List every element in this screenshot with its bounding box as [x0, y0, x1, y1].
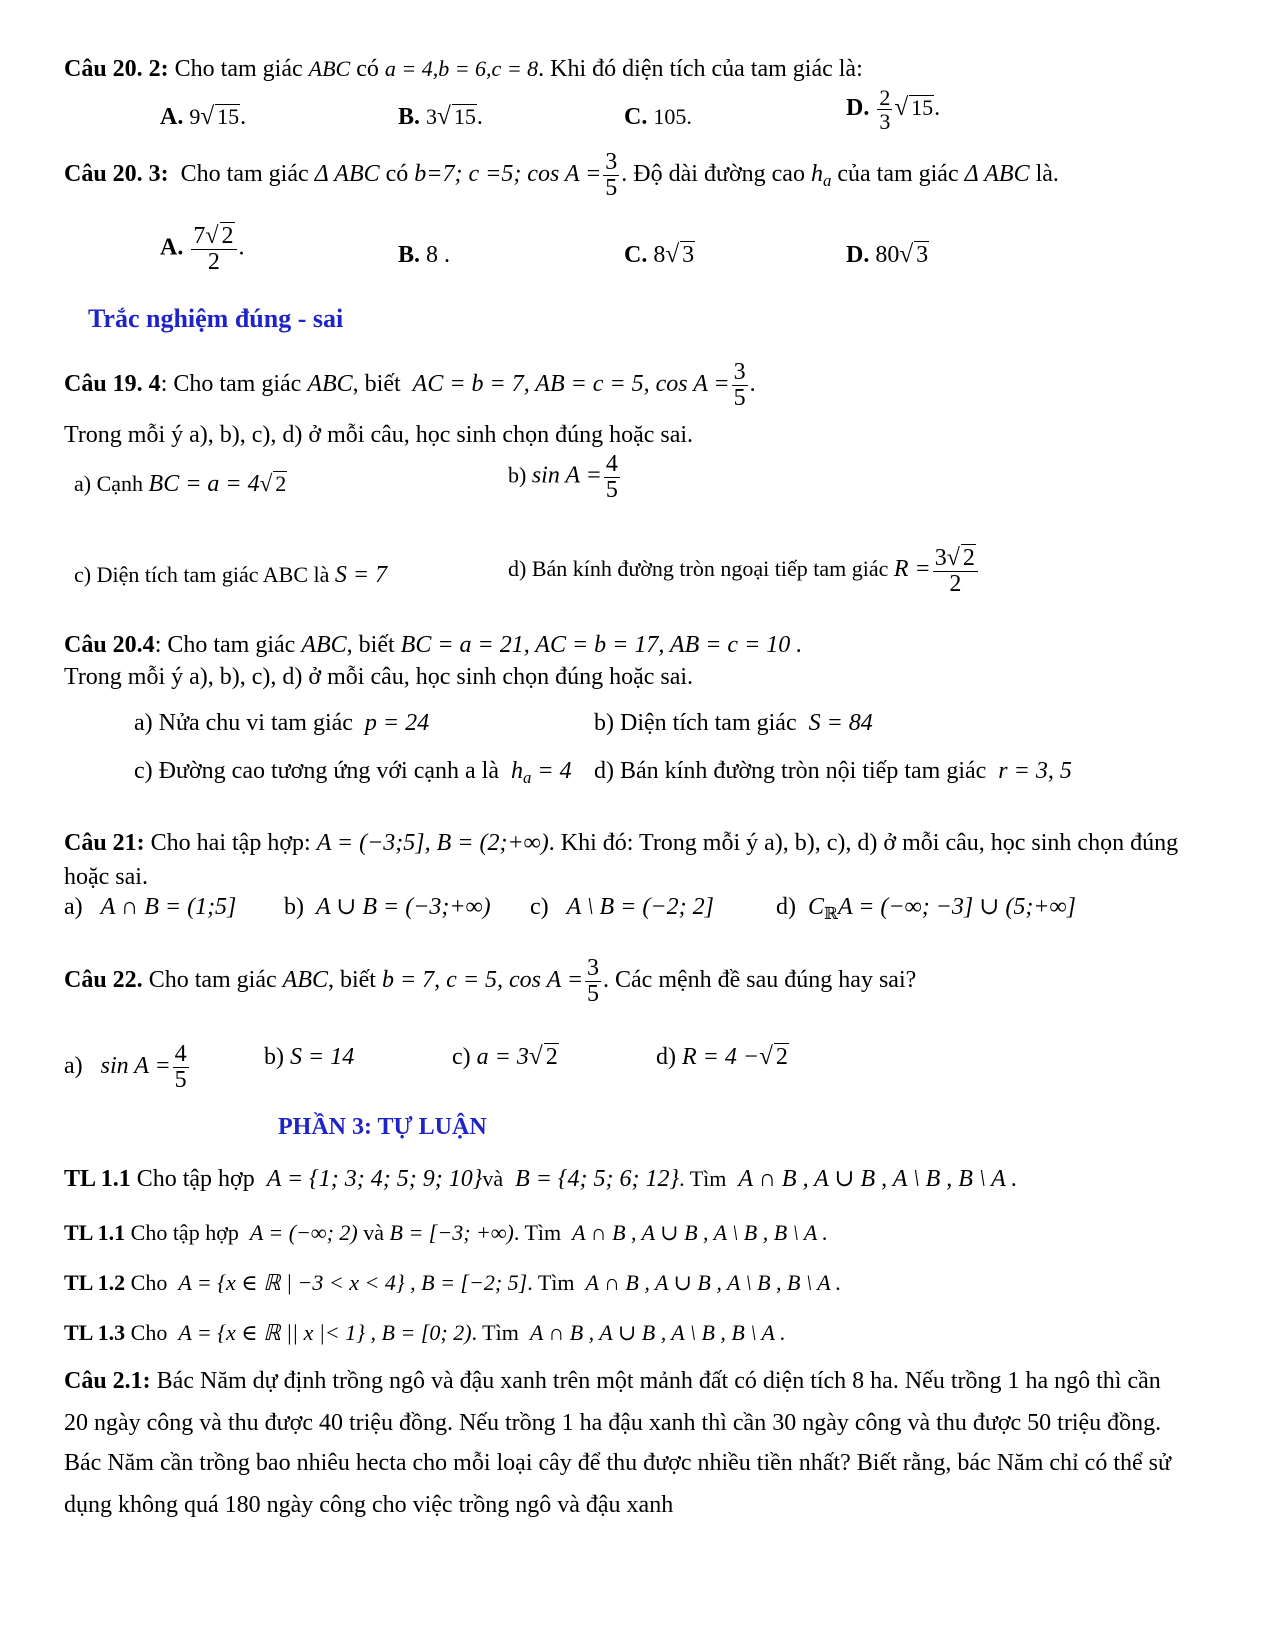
- q20-4-stem: Câu 20.4: Cho tam giác ABC, biết BC = a = 21, AC = b = 17, AB = c = 10 .: [64, 632, 803, 658]
- q20-3-option-c: C. 8√ 3: [624, 241, 695, 268]
- q20-2-option-b: B. 3√ 15.: [398, 103, 483, 130]
- q21-item-a: a) A ∩ B = (1;5]: [64, 894, 237, 920]
- q20-4-item-a: a) Nửa chu vi tam giác p = 24: [134, 710, 430, 736]
- q20-4-instruction: Trong mỗi ý a), b), c), d) ở mỗi câu, học sinh chọn đúng hoặc sai.: [64, 664, 694, 690]
- q20-4-item-c: c) Đường cao tương ứng với cạnh a là $h_a = 4$: [134, 758, 572, 788]
- q22-item-b: b) S = 14: [264, 1044, 355, 1070]
- q19-4-item-d: d) Bán kính đường tròn ngoại tiếp tam giác R = $\frac{3√ 2}{2}$: [508, 544, 980, 598]
- q20-2-option-a: A. 9√ 15.: [160, 103, 247, 130]
- q22-item-d: d) R = 4 −√ 2: [656, 1043, 788, 1070]
- tl-1-3: TL 1.3 Cho A = {x ∈ ℝ || x |< 1} , B = [0; 2). Tìm A ∩ B , A ∪ B , A \ B , B \ A .: [64, 1320, 786, 1345]
- q2-1-line-4: dụng không quá 180 ngày công cho việc trồng ngô và đậu xanh: [64, 1492, 674, 1518]
- q19-4-item-c: c) Diện tích tam giác ABC là S = 7: [74, 562, 388, 588]
- q20-4-item-b: b) Diện tích tam giác S = 84: [594, 710, 873, 736]
- q2-1-line-2: 20 ngày công và thu được 40 triệu đồng. Nếu trồng 1 ha đậu xanh thì cần 30 ngày công và thu được 50 triệu đồng.: [64, 1410, 1162, 1436]
- q2-1-line-1: Câu 2.1: Bác Năm dự định trồng ngô và đậu xanh trên một mảnh đất có diện tích 8 ha. Nếu trồng 1 ha ngô thì cần: [64, 1368, 1161, 1394]
- section-heading-true-false: Trắc nghiệm đúng - sai: [88, 304, 344, 333]
- q21-item-d: d) $C_ℝA$ = (−∞; −3] ∪ (5;+∞]: [776, 894, 1076, 924]
- q21-stem: Câu 21: Cho hai tập hợp: A = (−3;5], B = (2;+∞). Khi đó: Trong mỗi ý a), b), c), d) ở mỗi câu, học sinh chọn đúng: [64, 830, 1179, 856]
- q22-stem: Câu 22. Cho tam giác ABC, biết b = 7, c = 5, cos A = $\frac{3}{5}$ . Các mệnh đề sau đúng hay sai?: [64, 955, 917, 1008]
- tl-1-1-b: TL 1.1 Cho tập hợp A = (−∞; 2) và B = [−3; +∞). Tìm A ∩ B , A ∪ B , A \ B , B \ A .: [64, 1220, 828, 1245]
- q2-1-line-3: Bác Năm cần trồng bao nhiêu hecta cho mỗi loại cây để thu được nhiều tiền nhất? Biết rằng, bác Năm chỉ có thể sử: [64, 1450, 1171, 1476]
- q21-item-c: c) A \ B = (−2; 2]: [530, 894, 714, 920]
- tl-1-2: TL 1.2 Cho A = {x ∈ ℝ | −3 < x < 4} , B = [−2; 5]. Tìm A ∩ B , A ∪ B , A \ B , B \ A .: [64, 1270, 842, 1295]
- q20-3-option-d: D. 80√ 3: [846, 241, 929, 268]
- q19-4-instruction: Trong mỗi ý a), b), c), d) ở mỗi câu, học sinh chọn đúng hoặc sai.: [64, 422, 694, 448]
- q22-item-c: c) a = 3√ 2: [452, 1043, 558, 1070]
- q20-3-stem: Câu 20. 3: Cho tam giác Δ ABC có b=7; c =5; cos A = $\frac{3}{5}$ . Độ dài đường cao $h_a$ của tam giác Δ ABC là.: [64, 149, 1059, 202]
- q20-4-item-d: d) Bán kính đường tròn nội tiếp tam giác r = 3, 5: [594, 758, 1072, 784]
- q19-4-item-a: a) Cạnh BC = a = 4√ 2: [74, 470, 287, 497]
- tl-1-1-a: TL 1.1 Cho tập hợp A = {1; 3; 4; 5; 9; 10}và B = {4; 5; 6; 12}. Tìm A ∩ B , A ∪ B , A \ B , B \ A .: [64, 1166, 1018, 1192]
- q22-item-a: a) sin A = $\frac{4}{5}$: [64, 1041, 187, 1094]
- q21-item-b: b) A ∪ B = (−3;+∞): [284, 894, 491, 920]
- q20-3-option-a: A. $\frac{7√ 2}{2}$ .: [160, 223, 245, 276]
- q19-4-stem: Câu 19. 4: Cho tam giác ABC, biết AC = b = 7, AB = c = 5, cos A = $\frac{3}{5}$ .: [64, 359, 756, 412]
- q20-3-option-b: B. 8 .: [398, 242, 451, 268]
- q20-2-stem: Câu 20. 2: Cho tam giác ABC có a = 4,b = 6,c = 8. Khi đó diện tích của tam giác là:: [64, 56, 863, 82]
- q19-4-item-b: b) sin A = $\frac{4}{5}$: [508, 451, 618, 504]
- q21-stem-cont: hoặc sai.: [64, 864, 148, 890]
- q20-2-option-c: C. 105.: [624, 104, 692, 130]
- section-heading-part-3: PHẦN 3: TỰ LUẬN: [278, 1114, 487, 1140]
- q20-2-option-d: D. $\frac{2}{3}$ √ 15.: [846, 85, 941, 135]
